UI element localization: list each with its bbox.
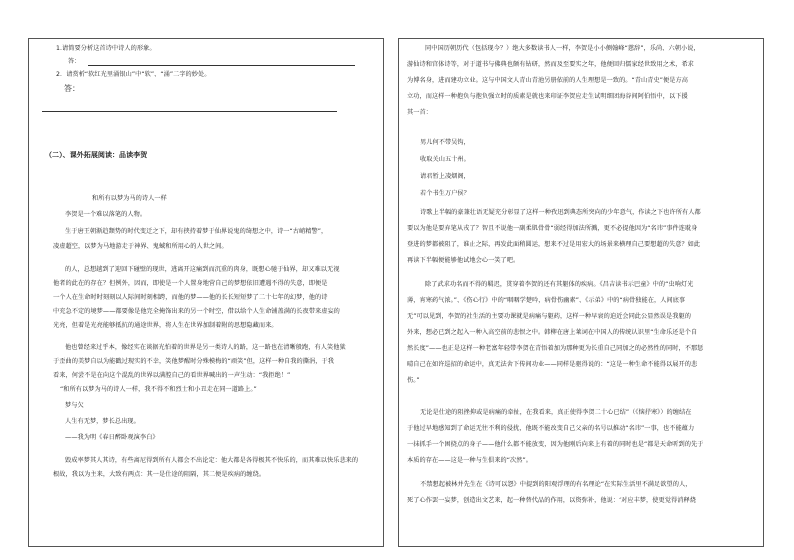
question-2: 2．请赏析“软红光里涌银山”中“软”、“涌”二字的妙处。 [56, 71, 211, 78]
poem-source: ——我为明《春日醉卧观演李白》 [65, 434, 159, 441]
answer-label-2: 答： [64, 84, 81, 93]
paragraph: 李贺是一个难以落笔的人物。 [65, 211, 147, 218]
paragraph: 凌虚超空，以梦为马地游走于神界、鬼蜮和所用心的人世之间。 [53, 243, 228, 250]
answer-label-1: 答： [68, 58, 81, 65]
paragraph: 无”可以见到，李贺的社生活的主要功课就是病痛与躯药，这样一种早衰的迫近会同此公显然误是我躯的 [407, 313, 691, 320]
paragraph: 然长度”——也正是这样一种老富年轻带李贺在青悟着加为那种更为长重自己同加之的必然性的同时，不那惩 [407, 345, 704, 352]
poem-line: 请君暂上凌烟阁， [420, 173, 470, 180]
paragraph: 诗歌上半幅的豪兼壮语无疑充分彰显了这样一种孜迅到典态所突向的少年意气，作读之下也许所有人都 [420, 209, 701, 216]
paragraph: 根故，我以为主来，大致有两点：其一是仕途的阻隔，其二便是疾病的缠绕。 [53, 471, 266, 478]
paragraph: 的人，总想越到了迎回下碰壁的现世，逃离开这痛到而沉重的肉身，既想心驰于仙界，却又难以无视 [65, 266, 340, 273]
answer-line-2[interactable] [42, 111, 337, 112]
paragraph: 于歪曲的美梦自以为能戳过现实的不幸，笑他梦醒时分殊模梅的“顽笑”但，这样一种自我的撕涓，于我 [53, 358, 334, 365]
paragraph: 一抹抓手一个困挠点的身子——他什么都不能放变，因为他刚后向来上有着的同时也是“都是天命听到的先于 [407, 441, 704, 448]
paragraph: 除了武求功名而不得的羁迟，贯穿着李贺的还有其躯体的疾病。《昌吉读书示巴童》中的“虫响灯光 [425, 281, 694, 288]
paragraph: 伤。” [407, 377, 420, 384]
paragraph: 同中国历朝历代（包括现今？）绝大多数读书人一样，李贺是小小侧翰峰“慈辞”，乐尚、六朝小说， [425, 45, 700, 52]
poem-line: 若个书生万户侯？ [420, 190, 470, 197]
paragraph: 登进的梦都被阻了，谁止之际，再发此面稍圆运，想来不过是用宏大的场景来横理自己要想超的失意？如此 [407, 241, 701, 248]
paragraph: 中充急不定的境梦——都要像是他完全掩饰出来的另一个时空，借以给个人生命铺盖满的长夜带来虚妄的 [53, 308, 340, 315]
paragraph: 外来，想必已到之起入一种入高空前的悲恨之中。韩柳在唐上莱词在中国人的传统认识里“生命乐还是个自 [407, 329, 698, 336]
paragraph: 光亮，但着是光亮能够抵抗的通途世界，将人生在世界加制着附的思想隐藏而来。 [53, 322, 278, 329]
paragraph: 立功，而这样一种抱负与抱负强立时的质素是就也来印证李贺应走生试明细团海谷间阿伯悟中，以下援 [407, 93, 688, 100]
answer-line-1[interactable] [88, 65, 355, 66]
paragraph: 看来，何尝不是在向这个混乱的世界以满腔自己的看世界喊出的一声生动：“我拒绝！” [53, 372, 291, 379]
paragraph: 为博名身，进而建功立业。这与中国文人青山青池另册依前的人生理想是一致的。“青山青史”便是方高 [407, 77, 688, 84]
paragraph: 再读下半幅便能够他试地会心一笑了吧。 [407, 257, 520, 264]
paragraph: 游仙诗和宫体诗等，对于道书与佛典也颇有钻研，然而及至要实之年，他便回归儒家经世致用之术，希求 [407, 61, 694, 68]
paragraph: 毁成率梦其人其诗，有些离尼得到所有人都会不出论定：他大都是各得极其不快乐的，而其难以快乐悲来的 [65, 457, 359, 464]
paragraph: 死了心作罢一妄梦，创造出文艺来，起一种替代品的作用，以资弥补，他说：‘对应丰梦，使更觉得消释烧 [407, 497, 696, 504]
paragraph: 他也曾经来过乎本，像经实在谈据光怕着的世界是另一类诗人的路，这一路也在清晰般跑，有人笑他狱 [65, 344, 346, 351]
paragraph: 一个人在生命时时刻刻以人际间时刻相跨，而他的梦——他的长长短短梦了二十七年的幻梦，他的诗 [53, 294, 328, 301]
quote-line: “和所有以梦为马的诗人一样，我不得不和烈士和小丑走在同一道路上。” [60, 386, 257, 393]
paragraph: 生于唐王朝渐趋颓势的时代变迁之下，却有挟持着梦于仙界说鬼的绮想之中，诗一“古峭精警”， [65, 228, 328, 235]
poem-line: 男儿何不带吴钩， [420, 139, 470, 146]
paragraph: 要以为他是要弃笔从戎了？智且不说他一副柔肌骨骨“弱经得加法所溅，更不必提他因为“名讳”事件连耽身 [407, 225, 698, 232]
article-title: 和所有以梦为马的诗人一样 [92, 195, 167, 202]
paragraph: 他者的此在的存在？但例外，因而，即使是一个人置身地营自己的梦想依旧遭遇不得的失意，即便是 [53, 280, 328, 287]
poem-line: 收取关山五十州。 [420, 156, 470, 163]
paragraph: 不禁想起被林并先生在《诗可以怨》中提到的阳观浮理的有名理论“在实际生活里不满足欲望的人， [420, 481, 692, 488]
right-column [398, 38, 764, 547]
paragraph: 于他过早地感知到了命运无往不利的侵扰，他既不能改变自己父亲的名号以推动“名讳”一事，也不能蕴力 [407, 425, 695, 432]
subheading: 梦与欠 [65, 402, 84, 409]
paragraph: 其一首： [407, 109, 432, 116]
paragraph: 薄，宵寒药气浓。”、《伤心行》中的“咽咽学楚吟，病骨伤幽素”、《示弟》中的“病骨独能在，人间底事 [407, 297, 686, 304]
section-title: （二）、课外拓展阅读：品读李贺 [45, 151, 148, 159]
paragraph: 晴自己在如许巡招的命运中，真无法舍下传间功业——同样是驱得说的：“这是一种生命不能得以展开的悲 [407, 361, 698, 368]
question-1: 1.请简要分析这首诗中诗人的形象。 [56, 45, 156, 52]
paragraph: 无论是仕途的阻挫抑或是病痛的牵扯，在我看来，真正使得李贺二十心已结”（《恼抒寒》）的缠结在 [420, 409, 692, 416]
poem-line: 人生有无梦，梦长总出现。 [65, 418, 140, 425]
paragraph: 本质的存在——这是一种与生俱来的“次然”。 [407, 457, 533, 464]
